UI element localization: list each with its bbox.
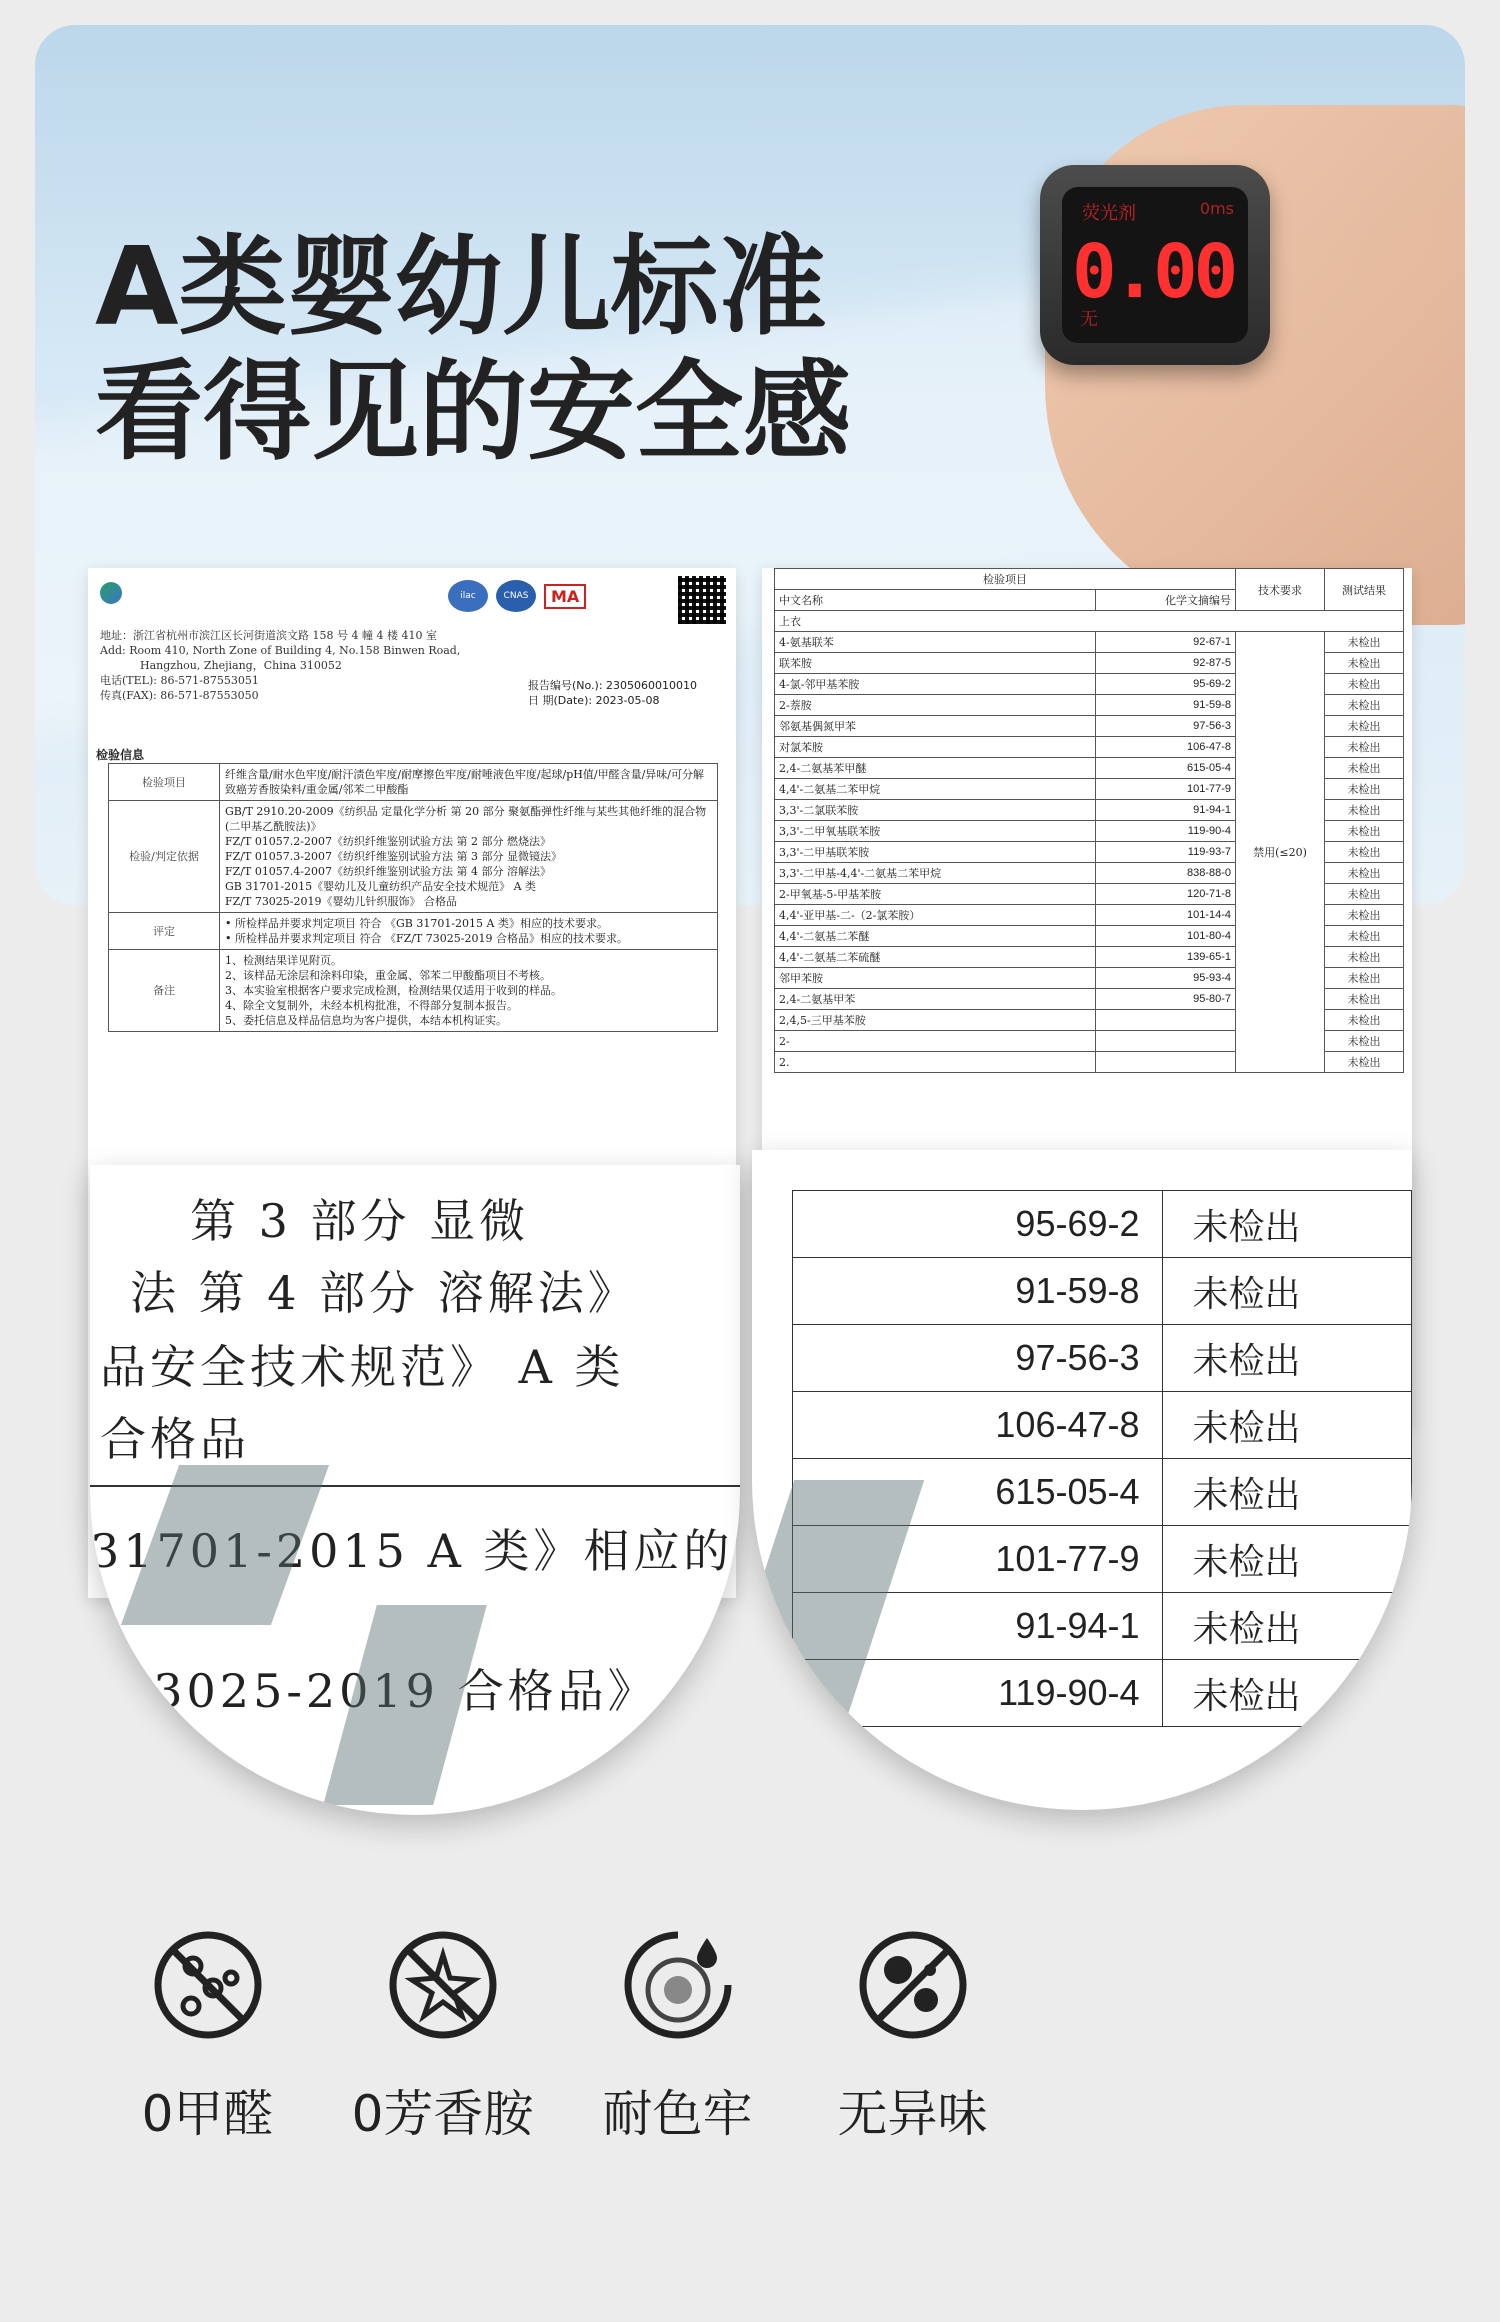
no-aromatic-amine-icon bbox=[388, 1930, 498, 2040]
meter-reading: 0.00 bbox=[1072, 229, 1235, 315]
chem-cas: 101-77-9 bbox=[1095, 779, 1235, 800]
chem-cas: 838-88-0 bbox=[1095, 863, 1235, 884]
report-date: 日 期(Date): 2023-05-08 bbox=[528, 694, 660, 707]
chem-name: 3,3'-二氯联苯胺 bbox=[775, 800, 1096, 821]
table-header-row bbox=[775, 569, 1404, 590]
zoom-text-line: 法 第 4 部分 溶解法》 bbox=[130, 1266, 638, 1320]
table-row bbox=[793, 1593, 1412, 1660]
chem-name: 3,3'-二甲基-4,4'-二氨基二苯甲烷 bbox=[775, 863, 1096, 884]
table-row bbox=[793, 1392, 1412, 1459]
chem-cas: 91-94-1 bbox=[1095, 800, 1235, 821]
inspection-info-table bbox=[108, 763, 718, 1032]
address-cn: 地址：浙江省杭州市滨江区长河街道滨文路 158 号 4 幢 4 楼 410 室 bbox=[100, 629, 437, 642]
header-requirement: 技术要求 bbox=[1236, 569, 1325, 611]
table-row bbox=[793, 1191, 1412, 1258]
header-cas: 化学文摘编号 bbox=[1095, 590, 1235, 611]
address-en-2: Hangzhou, Zhejiang，China 310052 bbox=[140, 659, 342, 672]
chem-result: 未检出 bbox=[1325, 1031, 1404, 1052]
zoom-results-table bbox=[792, 1190, 1412, 1727]
feature-label: 耐色牢 bbox=[602, 2085, 753, 2143]
headline-line-2: 看得见的安全感 bbox=[95, 350, 852, 475]
chem-result: 未检出 bbox=[1325, 1052, 1404, 1073]
zoom-result: 未检出 bbox=[1162, 1392, 1411, 1459]
zoom-cas: 91-59-8 bbox=[793, 1258, 1163, 1325]
chem-result: 未检出 bbox=[1325, 716, 1404, 737]
chem-result: 未检出 bbox=[1325, 905, 1404, 926]
row-value: 1、检测结果详见附页。 2、该样品无涂层和涂料印染，重金属、邻苯二甲酸酯项目不考核。 3、本实验室根据客户要求完成检测，检测结果仅适用于收到的样品。 4、除全文复制外，未经本机构批准，不得部分复制本报告。 5、委托信息及样品信息均为客户提供，本结本机构证实。 bbox=[220, 950, 718, 1032]
chem-cas: 91-59-8 bbox=[1095, 695, 1235, 716]
no-odor-icon bbox=[858, 1930, 968, 2040]
chem-cas: 119-90-4 bbox=[1095, 821, 1235, 842]
feature-no-odor bbox=[795, 1930, 1030, 2146]
chem-result: 未检出 bbox=[1325, 758, 1404, 779]
zoom-text-line: 第 3 部分 显微 bbox=[190, 1194, 530, 1248]
zoom-cas: 101-77-9 bbox=[793, 1526, 1163, 1593]
watermark-shape bbox=[121, 1465, 329, 1625]
ilac-mra-icon: ilac bbox=[448, 580, 488, 612]
chem-name: 4-氯-邻甲基苯胺 bbox=[775, 674, 1096, 695]
chem-cas: 92-67-1 bbox=[1095, 632, 1235, 653]
chem-name: 2,4-二氨基苯甲醚 bbox=[775, 758, 1096, 779]
zoom-result: 未检出 bbox=[1162, 1325, 1411, 1392]
chem-result: 未检出 bbox=[1325, 863, 1404, 884]
zoom-text-line: 合格品 bbox=[100, 1412, 250, 1466]
chem-cas bbox=[1095, 1052, 1235, 1073]
chem-name: 2-萘胺 bbox=[775, 695, 1096, 716]
meter-screen bbox=[1062, 187, 1248, 343]
feature-no-aromatic-amine bbox=[325, 1930, 560, 2146]
table-group-row bbox=[775, 611, 1404, 632]
chem-result: 未检出 bbox=[1325, 884, 1404, 905]
chem-result: 未检出 bbox=[1325, 821, 1404, 842]
chem-result: 未检出 bbox=[1325, 674, 1404, 695]
table-row bbox=[775, 632, 1404, 653]
zoom-cas: 119-90-4 bbox=[793, 1660, 1163, 1727]
chem-name: 2. bbox=[775, 1052, 1096, 1073]
chem-name: 邻甲苯胺 bbox=[775, 968, 1096, 989]
table-row bbox=[793, 1325, 1412, 1392]
zoom-result: 未检出 bbox=[1162, 1593, 1411, 1660]
chem-name: 2-甲氧基-5-甲基苯胺 bbox=[775, 884, 1096, 905]
cnas-icon: CNAS bbox=[496, 580, 536, 612]
meter-top-label: 荧光剂 bbox=[1082, 203, 1136, 224]
lab-fax: 传真(FAX): 86-571-87553050 bbox=[100, 689, 259, 702]
chem-name: 4,4'-二氨基二苯硫醚 bbox=[775, 947, 1096, 968]
row-key: 检验/判定依据 bbox=[109, 801, 220, 913]
row-value: GB/T 2910.20-2009《纺织品 定量化学分析 第 20 部分 聚氨酯弹性纤维与某些其他纤维的混合物(二甲基乙酰胺法)》 FZ/T 01057.2-2007《纺织纤维鉴别试验方法 第 2 部分 燃烧法》 FZ/T 01057.3-2007《纺织纤维鉴别试验方法 第 3 部分 显微镜法》 FZ/T 01057.4-2007《纺织纤维鉴别试验方法 第 4 部分 溶解法》 GB 31701-2015《婴幼儿及儿童纺织产品安全技术规范》 A 类 FZ/T 73025-2019《婴幼儿针织服饰》 合格品 bbox=[220, 801, 718, 913]
section-title: 检验信息 bbox=[96, 748, 145, 762]
headline-line-1: A类婴幼儿标准 bbox=[95, 225, 827, 350]
header-result: 测试结果 bbox=[1325, 569, 1404, 611]
aromatic-amine-table bbox=[774, 568, 1404, 1073]
chem-cas: 615-05-4 bbox=[1095, 758, 1235, 779]
chem-result: 未检出 bbox=[1325, 737, 1404, 758]
chem-name: 2- bbox=[775, 1031, 1096, 1052]
chem-name: 邻氨基偶氮甲苯 bbox=[775, 716, 1096, 737]
chem-result: 未检出 bbox=[1325, 779, 1404, 800]
chem-result: 未检出 bbox=[1325, 695, 1404, 716]
no-formaldehyde-icon bbox=[153, 1930, 263, 2040]
meter-unit: 0ms bbox=[1199, 199, 1234, 218]
table-row bbox=[109, 950, 718, 1032]
feature-row bbox=[90, 1930, 1030, 2146]
chem-cas: 101-80-4 bbox=[1095, 926, 1235, 947]
requirement-cell: 禁用(≤20) bbox=[1236, 632, 1325, 1073]
chem-cas: 101-14-4 bbox=[1095, 905, 1235, 926]
row-key: 备注 bbox=[109, 950, 220, 1032]
address-en-1: Add: Room 410, North Zone of Building 4, No.158 Binwen Road, bbox=[100, 644, 461, 657]
feature-no-formaldehyde bbox=[90, 1930, 325, 2146]
table-row bbox=[109, 764, 718, 801]
table-row bbox=[793, 1258, 1412, 1325]
chem-cas: 97-56-3 bbox=[1095, 716, 1235, 737]
chem-name: 4,4'-亚甲基-二-（2-氯苯胺） bbox=[775, 905, 1096, 926]
chem-name: 4-氨基联苯 bbox=[775, 632, 1096, 653]
chem-cas: 120-71-8 bbox=[1095, 884, 1235, 905]
chem-cas: 95-93-4 bbox=[1095, 968, 1235, 989]
chem-name: 2,4,5-三甲基苯胺 bbox=[775, 1010, 1096, 1031]
zoom-text-line: 品安全技术规范》 A 类 bbox=[100, 1340, 625, 1394]
row-key: 检验项目 bbox=[109, 764, 220, 801]
chem-cas bbox=[1095, 1010, 1235, 1031]
header-name: 中文名称 bbox=[775, 590, 1096, 611]
chem-name: 4,4'-二氨基二苯甲烷 bbox=[775, 779, 1096, 800]
chem-name: 对氯苯胺 bbox=[775, 737, 1096, 758]
qr-code-icon bbox=[678, 576, 726, 624]
certification-marks bbox=[448, 580, 586, 612]
header-item: 检验项目 bbox=[775, 569, 1236, 590]
lab-tel: 电话(TEL): 86-571-87553051 bbox=[100, 674, 259, 687]
feature-colorfast bbox=[560, 1930, 795, 2146]
chem-cas bbox=[1095, 1031, 1235, 1052]
chem-result: 未检出 bbox=[1325, 842, 1404, 863]
zoom-cas: 91-94-1 bbox=[793, 1593, 1163, 1660]
chem-result: 未检出 bbox=[1325, 989, 1404, 1010]
zoom-cas: 615-05-4 bbox=[793, 1459, 1163, 1526]
row-value: • 所检样品并要求判定项目 符合 《GB 31701-2015 A 类》相应的技术要求。 • 所检样品并要求判定项目 符合 《FZ/T 73025-2019 合格品》相应的技术要求。 bbox=[220, 913, 718, 950]
chem-name: 联苯胺 bbox=[775, 653, 1096, 674]
headline bbox=[95, 225, 851, 475]
chem-cas: 95-80-7 bbox=[1095, 989, 1235, 1010]
chem-cas: 119-93-7 bbox=[1095, 842, 1235, 863]
table-row bbox=[109, 801, 718, 913]
chem-name: 4,4'-二氨基二苯醚 bbox=[775, 926, 1096, 947]
zoom-result: 未检出 bbox=[1162, 1459, 1411, 1526]
meter-bottom-label: 无 bbox=[1080, 309, 1098, 330]
report-meta bbox=[528, 678, 697, 708]
row-value: 纤维含量/耐水色牢度/耐汗渍色牢度/耐摩擦色牢度/耐唾液色牢度/起球/pH值/甲醛含量/异味/可分解致癌芳香胺染料/重金属/邻苯二甲酸酯 bbox=[220, 764, 718, 801]
magnifier-left bbox=[90, 1165, 740, 1815]
chem-cas: 106-47-8 bbox=[1095, 737, 1235, 758]
table-row bbox=[109, 913, 718, 950]
chem-result: 未检出 bbox=[1325, 800, 1404, 821]
chem-cas: 92-87-5 bbox=[1095, 653, 1235, 674]
feature-label: 0甲醛 bbox=[141, 2085, 274, 2143]
table-row bbox=[793, 1660, 1412, 1727]
chem-result: 未检出 bbox=[1325, 1010, 1404, 1031]
cma-icon: MA bbox=[544, 584, 586, 609]
colorfast-icon bbox=[623, 1930, 733, 2040]
zoom-cas: 95-69-2 bbox=[793, 1191, 1163, 1258]
zoom-cas: 106-47-8 bbox=[793, 1392, 1163, 1459]
chem-result: 未检出 bbox=[1325, 653, 1404, 674]
chem-cas: 95-69-2 bbox=[1095, 674, 1235, 695]
fluorescence-meter bbox=[1040, 165, 1270, 365]
chem-result: 未检出 bbox=[1325, 947, 1404, 968]
chem-name: 2,4-二氨基甲苯 bbox=[775, 989, 1096, 1010]
chem-name: 3,3'-二甲氧基联苯胺 bbox=[775, 821, 1096, 842]
magnifier-right bbox=[752, 1150, 1412, 1810]
zoom-result: 未检出 bbox=[1162, 1526, 1411, 1593]
zoom-result: 未检出 bbox=[1162, 1191, 1411, 1258]
zoom-result: 未检出 bbox=[1162, 1258, 1411, 1325]
zoom-cas: 97-56-3 bbox=[793, 1325, 1163, 1392]
row-key: 评定 bbox=[109, 913, 220, 950]
feature-label: 0芳香胺 bbox=[351, 2085, 534, 2143]
zoom-result: 未检出 bbox=[1162, 1660, 1411, 1727]
zoom-text-line: 31701-2015 A 类》相应的 bbox=[90, 1524, 734, 1578]
zoom-text-line: 73025-2019 合格品》 bbox=[120, 1664, 658, 1718]
report-number: 报告编号(No.): 2305060010010 bbox=[528, 679, 698, 692]
chem-result: 未检出 bbox=[1325, 926, 1404, 947]
lab-logo-icon bbox=[100, 582, 122, 604]
chem-result: 未检出 bbox=[1325, 632, 1404, 653]
chem-name: 3,3'-二甲基联苯胺 bbox=[775, 842, 1096, 863]
group-label: 上衣 bbox=[775, 611, 1404, 632]
chem-cas: 139-65-1 bbox=[1095, 947, 1235, 968]
chem-result: 未检出 bbox=[1325, 968, 1404, 989]
feature-label: 无异味 bbox=[837, 2085, 988, 2143]
